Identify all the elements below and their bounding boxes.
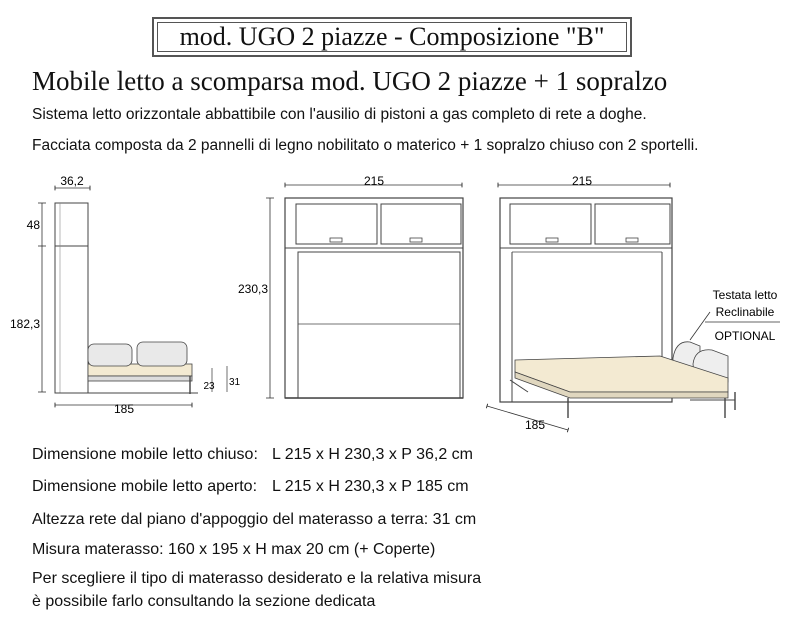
- spec-closed-value: L 215 x H 230,3 x P 36,2 cm: [272, 446, 474, 463]
- front-open-drawing: [487, 174, 780, 432]
- spec-closed: [32, 446, 474, 464]
- page-title: mod. UGO 2 piazze - Composizione "B": [179, 22, 605, 51]
- side-open-depth-label: 185: [113, 402, 135, 416]
- spec-open-label: Dimensione mobile letto aperto:: [32, 478, 258, 495]
- callout-line-3: OPTIONAL: [714, 329, 776, 343]
- spec-rete-height: Altezza rete dal piano d'appoggio del materasso a terra: 31 cm: [32, 511, 477, 528]
- side-mattress-height-label: 31: [229, 377, 241, 388]
- description-line-2: Facciata composta da 2 pannelli di legno nobilitato o materico + 1 sopralzo chiuso con 2 sportelli.: [32, 137, 699, 154]
- side-top-height-label: 48: [26, 218, 40, 232]
- front-closed-drawing: [238, 174, 463, 398]
- subtitle: Mobile letto a scomparsa mod. UGO 2 piazze + 1 sopralzo: [32, 66, 668, 96]
- side-depth-label: 36,2: [60, 174, 84, 188]
- side-view-drawing: [10, 174, 241, 416]
- note-line-2: è possibile farlo consultando la sezione dedicata: [32, 593, 376, 610]
- callout-line-1: Testata letto: [712, 288, 778, 302]
- spec-open-value: L 215 x H 230,3 x P 185 cm: [272, 478, 469, 495]
- open-width-label: 215: [571, 174, 593, 188]
- spec-open: [32, 478, 469, 496]
- open-depth-label: 185: [524, 418, 546, 432]
- description-line-1: Sistema letto orizzontale abbattibile con l'ausilio di pistoni a gas completo di rete a doghe.: [32, 106, 647, 123]
- side-body-height-label: 182,3: [9, 317, 40, 331]
- side-rete-height-label: 23: [203, 381, 215, 392]
- note-line-1: Per scegliere il tipo di materasso desiderato e la relativa misura: [32, 570, 482, 587]
- front-width-label: 215: [363, 174, 385, 188]
- front-height-label: 230,3: [237, 282, 268, 296]
- callout-line-2: Reclinabile: [715, 305, 775, 319]
- spec-mattress: Misura materasso: 160 x 195 x H max 20 cm (+ Coperte): [32, 541, 436, 558]
- spec-closed-label: Dimensione mobile letto chiuso:: [32, 446, 258, 463]
